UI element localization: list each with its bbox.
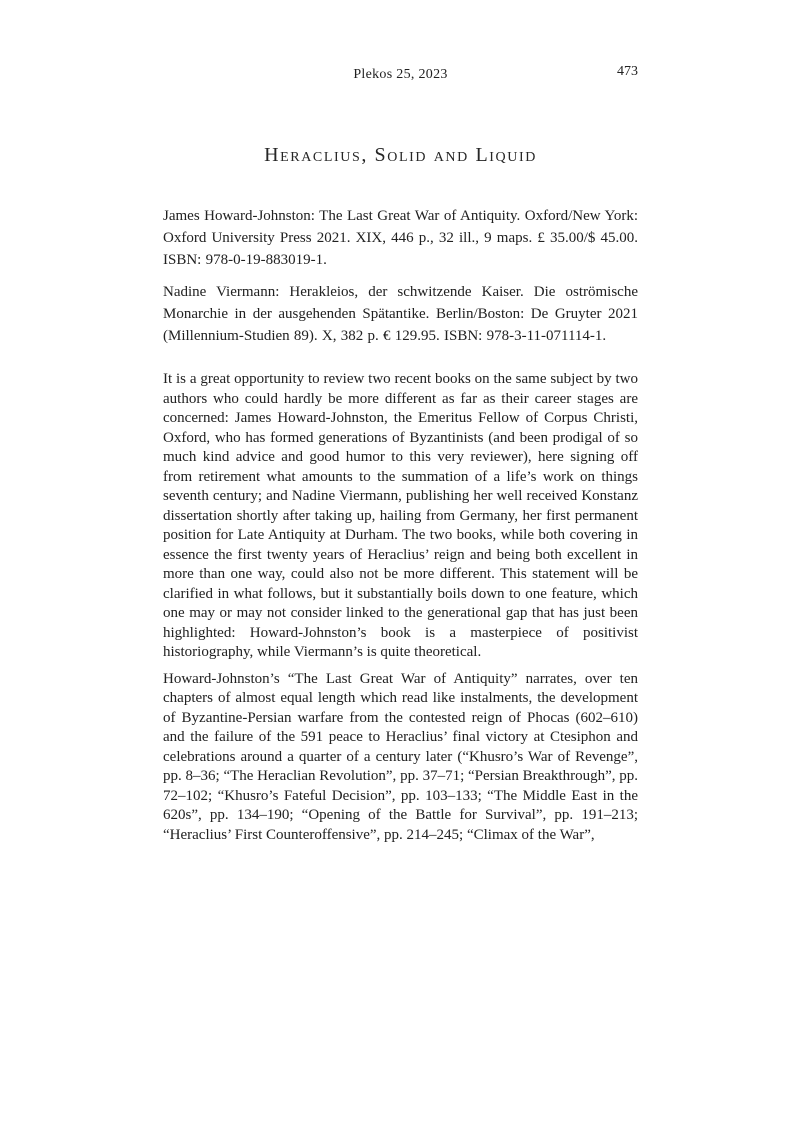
book-citation-viermann: Nadine Viermann: Herakleios, der schwitzende Kaiser. Die oströmische Monarchie in der ausgehenden Spätantike. Berlin/Boston: De Gruyter 2021 (Millennium-Studien 89). X, 382 p. € 129.95. ISBN: 978-3-11-071114-1. bbox=[163, 284, 638, 344]
page-header bbox=[163, 66, 638, 84]
journal-line: Plekos 25, 2023 bbox=[353, 67, 448, 82]
page-number: 473 bbox=[617, 64, 638, 79]
book-citation-howard-johnston: James Howard-Johnston: The Last Great War of Antiquity. Oxford/New York: Oxford University Press 2021. XIX, 446 p., 32 ill., 9 maps. £ 35.00/$ 45.00. ISBN: 978-0-19-883019-1. bbox=[163, 208, 638, 268]
article-title: Heraclius, Solid and Liquid bbox=[264, 144, 537, 166]
body-paragraph-1: It is a great opportunity to review two recent books on the same subject by two authors who could hardly be more different as far as their career stages are concerned: James Howard-Johnston, the Emeritus Fellow of Corpus Christi, Oxford, who has formed generations of Byzantinists (and been prodigal of so much kind advice and good humor to this very reviewer), here signing off from retirement what amounts to the summation of a life’s work on things seventh century; and Nadine Viermann, publishing her well received Konstanz dissertation shortly after taking up, hailing from Germany, her first permanent position for Late Antiquity at Durham. The two books, while both covering in essence the first twenty years of Heraclius’ reign and being both excellent in more than one way, could also not be more different. This statement will be clarified in what follows, but it substantially boils down to one feature, which one may or may not consider linked to the generational gap that has just been highlighted: Howard-Johnston’s book is a masterpiece of positivist historiography, while Viermann’s is quite theoretical. bbox=[163, 371, 638, 660]
text-column bbox=[163, 66, 638, 845]
body-paragraph-2: Howard-Johnston’s “The Last Great War of Antiquity” narrates, over ten chapters of almost equal length which read like instalments, the development of Byzantine-Persian warfare from the contested reign of Phocas (602–610) and the failure of the 591 peace to Heraclius’ final victory at Ctesiphon and celebrations around a quarter of a century later (“Khusro’s War of Revenge”, pp. 8–36; “The Heraclian Revolution”, pp. 37–71; “Persian Breakthrough”, pp. 72–102; “Khusro’s Fateful Decision”, pp. 103–133; “The Middle East in the 620s”, pp. 134–190; “Opening of the Battle for Survival”, pp. 191–213; “Heraclius’ First Counteroffensive”, pp. 214–245; “Climax of the War”, bbox=[163, 670, 638, 843]
